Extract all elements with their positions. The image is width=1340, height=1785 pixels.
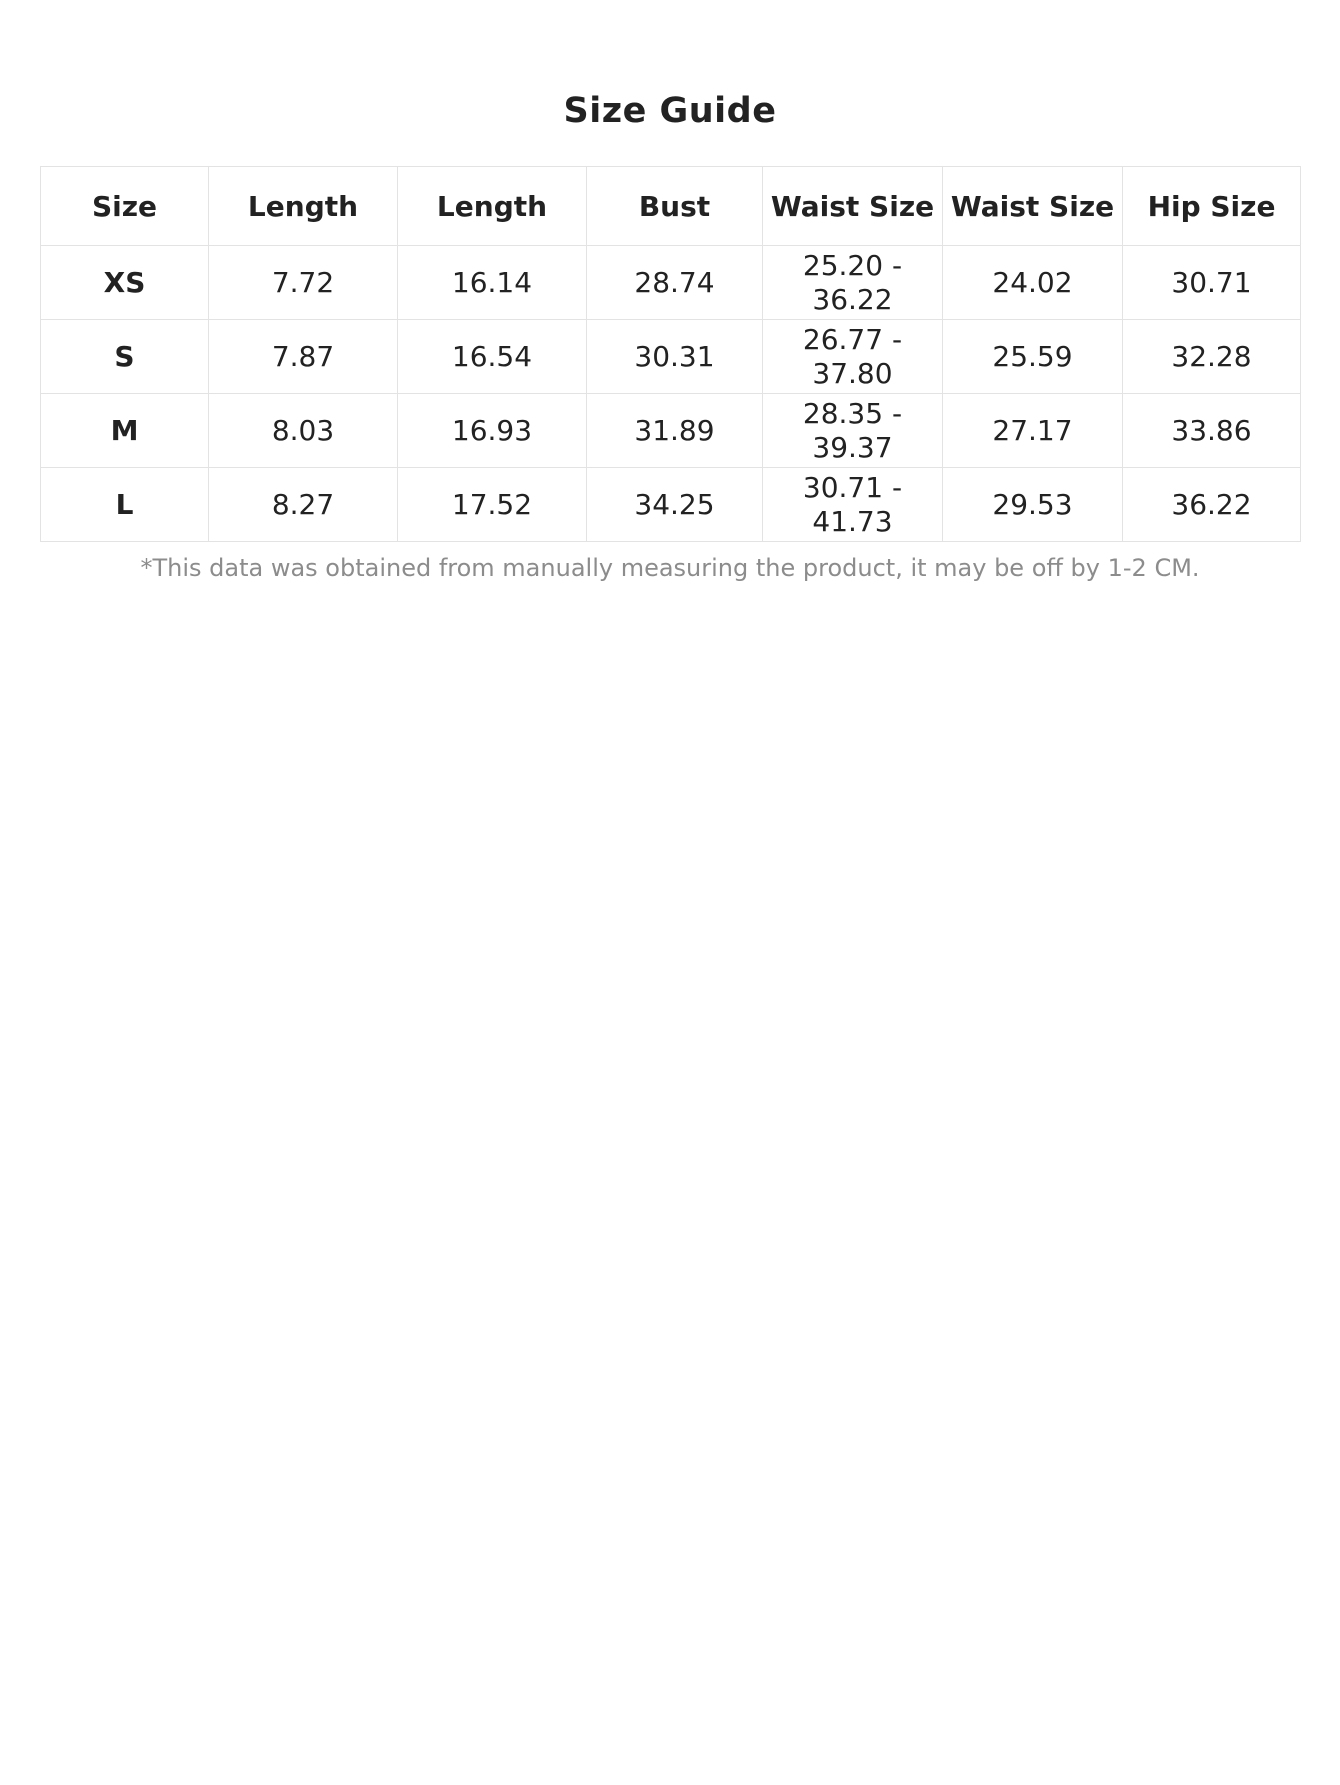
header-bust: Bust — [587, 167, 763, 246]
header-hip-size: Hip Size — [1123, 167, 1301, 246]
table-cell: 36.22 — [1123, 468, 1301, 542]
table-cell: 32.28 — [1123, 320, 1301, 394]
table-cell: 7.72 — [209, 246, 398, 320]
table-cell: 33.86 — [1123, 394, 1301, 468]
size-cell: L — [41, 468, 209, 542]
table-cell: 34.25 — [587, 468, 763, 542]
table-cell: 16.54 — [398, 320, 587, 394]
table-cell: 17.52 — [398, 468, 587, 542]
table-cell: 8.27 — [209, 468, 398, 542]
table-cell: 7.87 — [209, 320, 398, 394]
table-cell: 30.71 - 41.73 — [763, 468, 943, 542]
header-waist-size: Waist Size — [763, 167, 943, 246]
table-row — [41, 394, 1301, 468]
table-cell: 8.03 — [209, 394, 398, 468]
table-row — [41, 246, 1301, 320]
table-cell: 24.02 — [943, 246, 1123, 320]
table-cell: 16.93 — [398, 394, 587, 468]
size-cell: S — [41, 320, 209, 394]
header-length: Length — [398, 167, 587, 246]
table-row — [41, 320, 1301, 394]
table-cell: 16.14 — [398, 246, 587, 320]
header-length: Length — [209, 167, 398, 246]
table-cell: 25.59 — [943, 320, 1123, 394]
table-cell: 25.20 - 36.22 — [763, 246, 943, 320]
size-cell: M — [41, 394, 209, 468]
header-waist-size: Waist Size — [943, 167, 1123, 246]
table-cell: 28.74 — [587, 246, 763, 320]
table-cell: 28.35 - 39.37 — [763, 394, 943, 468]
table-cell: 30.71 — [1123, 246, 1301, 320]
table-cell: 27.17 — [943, 394, 1123, 468]
table-cell: 26.77 - 37.80 — [763, 320, 943, 394]
header-size: Size — [41, 167, 209, 246]
page-title: Size Guide — [563, 91, 777, 132]
size-table — [40, 166, 1301, 542]
table-cell: 29.53 — [943, 468, 1123, 542]
table-cell: 31.89 — [587, 394, 763, 468]
table-row — [41, 468, 1301, 542]
measurement-disclaimer: *This data was obtained from manually measuring the product, it may be off by 1-2 CM. — [140, 554, 1200, 582]
header-row — [41, 167, 1301, 246]
table-cell: 30.31 — [587, 320, 763, 394]
size-cell: XS — [41, 246, 209, 320]
